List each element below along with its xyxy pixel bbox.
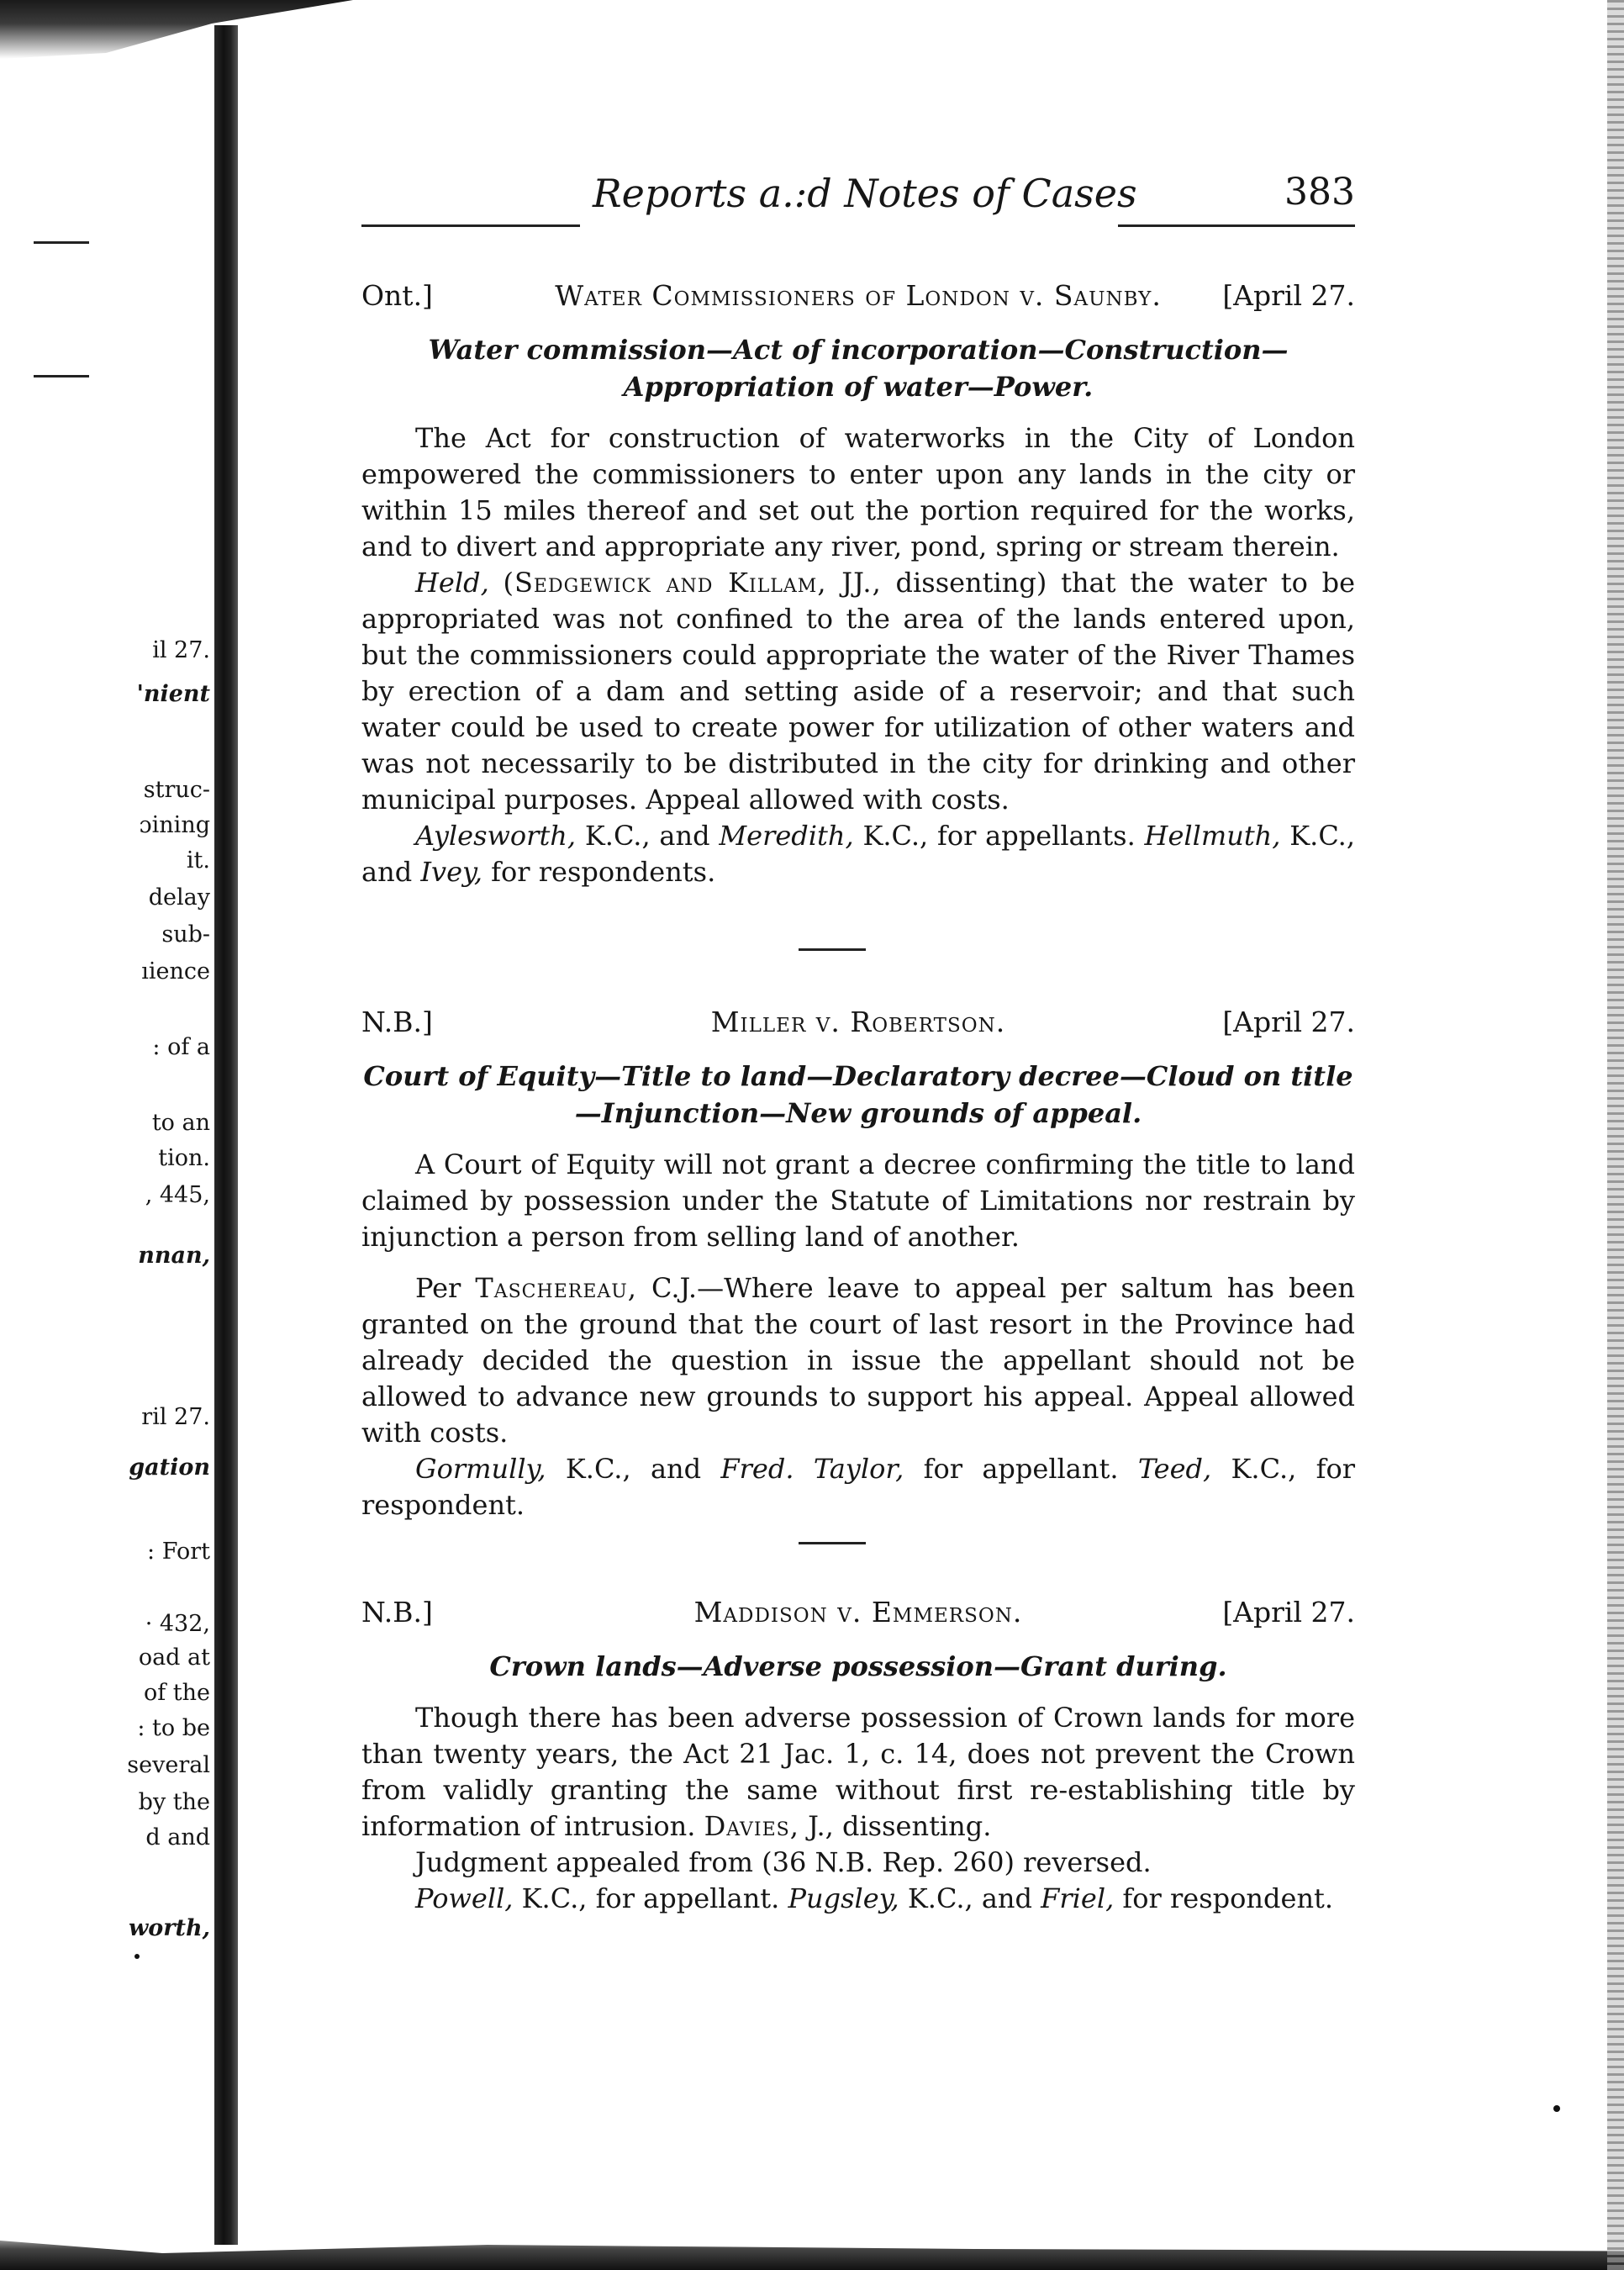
counsel-text: K.C., and — [565, 1453, 702, 1485]
counsel-text: for appellant. — [923, 1453, 1119, 1485]
facing-page-text: 'nient — [136, 681, 210, 707]
facing-page-text: oad at — [138, 1644, 210, 1671]
header-rule — [1118, 224, 1355, 227]
counsel-text: for respondents. — [491, 856, 716, 888]
counsel-name: Teed, — [1137, 1453, 1212, 1485]
jurisdiction: N.B.] — [361, 1006, 433, 1038]
counsel-text: for respondent. — [1122, 1882, 1334, 1914]
facing-page-text: il 27. — [152, 637, 210, 663]
case-miller-robertson — [361, 1006, 1355, 1523]
judge: Taschereau, — [475, 1272, 637, 1304]
case-title: Water Commissioners of London v. Saunby. — [555, 279, 1162, 312]
facing-page-text: worth, — [129, 1915, 210, 1941]
counsel — [361, 818, 1355, 890]
running-head — [361, 164, 1355, 231]
per-text: C.J.—Where leave to appeal per saltum has been granted on the ground that the court of last resort in the Province had already decided the question in issue the appellant should not be allowed to advance new grounds to support his appeal. Appeal allowed with costs. — [361, 1272, 1356, 1449]
facing-page-text: of the — [143, 1680, 210, 1706]
facing-page-text: : of a — [152, 1034, 210, 1060]
counsel-name: Meredith, — [719, 820, 854, 852]
facing-page-rule — [34, 375, 89, 377]
header-rule — [361, 224, 580, 227]
facing-page-text: nnan, — [138, 1243, 210, 1269]
facing-page-text: , 445, — [145, 1182, 210, 1208]
case-maddison-emmerson — [361, 1596, 1355, 1917]
counsel-text: K.C., and — [361, 820, 1355, 888]
counsel-text: K.C., and — [584, 820, 710, 852]
per-label: Per — [415, 1272, 461, 1304]
running-title: Reports a.:d Notes of Cases — [593, 171, 1137, 216]
held-label: Held, — [415, 567, 489, 599]
counsel-text: K.C., for respondent. — [361, 1453, 1355, 1521]
facing-page-text: sub- — [161, 921, 210, 948]
facing-page-text: · 432, — [145, 1611, 210, 1637]
case-date: [April 27. — [1222, 279, 1355, 312]
paragraph: The Act for construction of waterworks in the City of London empowered the commissioners to enter upon any lands in the city or within 15 miles thereof and set out the portion required for the works, and to divert and appropriate any river, pond, spring or stream therein. — [361, 422, 1355, 562]
holding-text: dissenting) that the water to be appropriated was not confined to the area of the lands entered upon, but the commissioners could appropriate the water of the River Thames by erection of a dam and setting aside of a reservoir; and that such water could be used to create power for utilization of other waters and was not necessarily to be distributed in the city for drinking and other municipal purposes. Appeal allowed with costs. — [361, 567, 1356, 816]
counsel-name: Powell, — [415, 1882, 514, 1914]
case-separator — [799, 948, 866, 951]
counsel-name: Hellmuth, — [1144, 820, 1281, 852]
counsel-name: Gormully, — [415, 1453, 546, 1485]
book-gutter — [214, 25, 238, 2245]
speck — [1553, 2105, 1560, 2112]
counsel — [361, 1881, 1355, 1917]
facing-page-fragment — [0, 0, 210, 2270]
counsel-name: Friel, — [1041, 1882, 1115, 1914]
holding-paragraph — [361, 565, 1355, 818]
paragraph-text: Though there has been adverse possession of Crown lands for more than twenty years, the Act 21 Jac. 1, c. 14, does not prevent the Crown from validly granting the same without first re-establishing title by information of intrusion. — [361, 1702, 1355, 1842]
facing-page-text: to an — [151, 1110, 210, 1136]
facing-page-text: : to be — [137, 1715, 210, 1741]
facing-page-rule — [34, 241, 89, 244]
case-separator — [799, 1542, 866, 1544]
facing-page-text: ril 27. — [141, 1404, 210, 1430]
facing-page-text: tion. — [158, 1145, 210, 1171]
case-water-commissioners — [361, 279, 1355, 890]
jurisdiction: N.B.] — [361, 1596, 433, 1629]
headnote: Court of Equity—Title to land—Declaratory decree—Cloud on title—Injunction—New grounds of appeal. — [363, 1060, 1353, 1129]
headnote: Crown lands—Adverse possession—Grant during. — [489, 1650, 1227, 1682]
scan-shadow-bottom — [0, 2228, 1624, 2270]
counsel-name: Ivey, — [420, 856, 482, 888]
case-date: [April 27. — [1222, 1006, 1355, 1038]
case-title: Maddison v. Emmerson. — [693, 1596, 1023, 1629]
headnote: Water commission—Act of incorporation—Construction—Appropriation of water—Power. — [428, 334, 1289, 403]
counsel-name: Fred. Taylor, — [720, 1453, 904, 1485]
paragraph: A Court of Equity will not grant a decree confirming the title to land claimed by possession under the Statute of Limitations nor restrain by injunction a person from selling land of another. — [361, 1148, 1355, 1253]
facing-page-text: ıience — [141, 958, 210, 985]
counsel-text: K.C., for appellants. — [862, 820, 1136, 852]
judgment: Judgment appealed from (36 N.B. Rep. 260) reversed. — [415, 1846, 1152, 1878]
facing-page-text: ɔining — [139, 812, 210, 838]
counsel-text: K.C., for appellant. — [521, 1882, 780, 1914]
facing-page-text: : Fort — [147, 1539, 210, 1565]
case-heading — [361, 1596, 1355, 1638]
facing-page-text: struc- — [143, 777, 210, 803]
facing-page-text: d and — [145, 1824, 210, 1850]
judges: (Sedgewick and Killam, JJ., — [503, 567, 882, 599]
facing-page-text: by the — [138, 1789, 210, 1815]
facing-page-text: several — [127, 1752, 210, 1778]
per-paragraph — [361, 1270, 1355, 1451]
jurisdiction: Ont.] — [361, 279, 433, 312]
case-heading — [361, 1006, 1355, 1048]
judge: Davies, — [704, 1810, 799, 1842]
counsel-name: Pugsley, — [788, 1882, 899, 1914]
page-number: 383 — [1284, 171, 1355, 214]
page-edge-right — [1607, 0, 1624, 2270]
case-title: Miller v. Robertson. — [710, 1006, 1006, 1038]
case-heading — [361, 279, 1355, 321]
dissent-text: J., dissenting. — [808, 1810, 992, 1842]
counsel-name: Aylesworth, — [415, 820, 577, 852]
facing-page-text: it. — [186, 847, 210, 874]
facing-page-text: gation — [129, 1454, 210, 1481]
facing-page-text: delay — [148, 884, 210, 911]
counsel — [361, 1451, 1355, 1523]
case-date: [April 27. — [1222, 1596, 1355, 1629]
paragraph — [361, 1700, 1355, 1845]
counsel-text: K.C., and — [907, 1882, 1032, 1914]
